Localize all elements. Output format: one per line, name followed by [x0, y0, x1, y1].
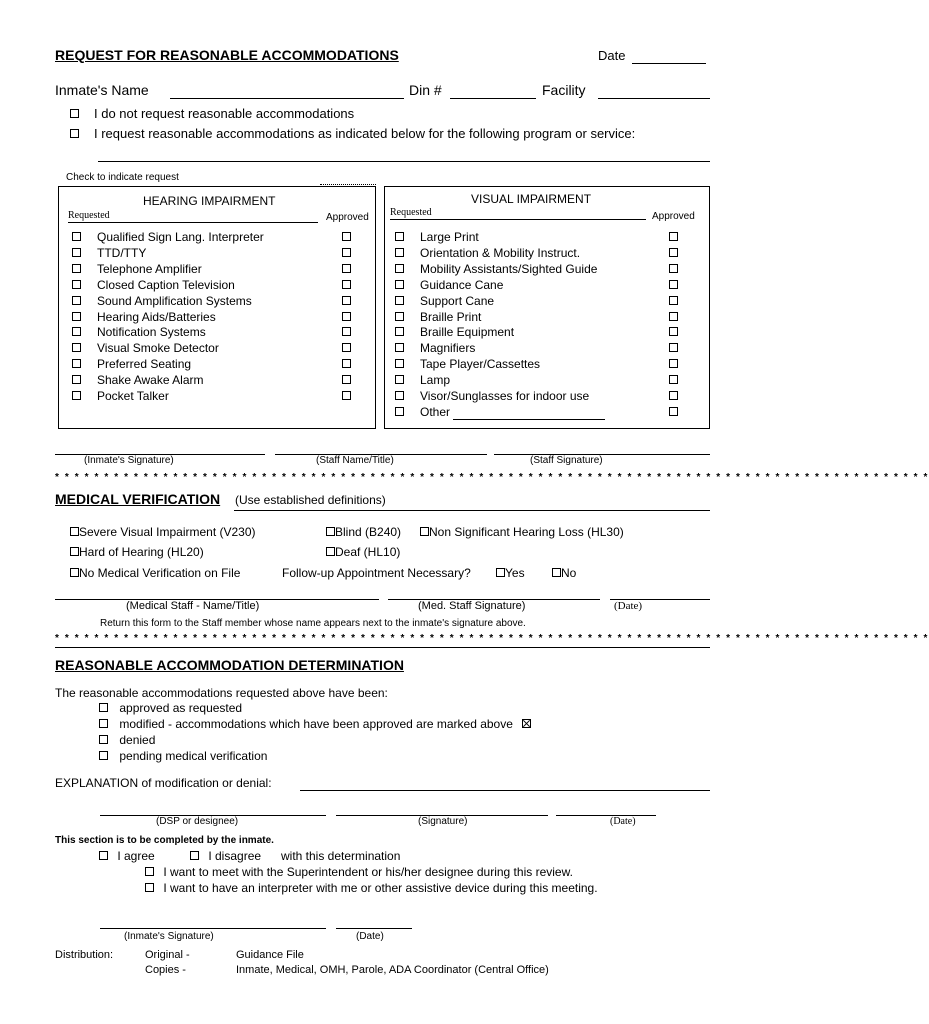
hearing-item-label: Qualified Sign Lang. Interpreter [97, 230, 264, 244]
blind-label: Blind (B240) [335, 525, 402, 539]
visual-item-label: Braille Equipment [420, 325, 515, 340]
program-field[interactable] [98, 161, 710, 162]
x-box-icon [522, 719, 531, 728]
followup-yes-checkbox[interactable] [496, 568, 505, 577]
hearing-requested-checkbox[interactable] [72, 312, 81, 321]
determination-title: REASONABLE ACCOMMODATION DETERMINATION [55, 657, 404, 673]
visual-approved-checkbox[interactable] [669, 232, 678, 241]
visual-requested-checkbox[interactable] [395, 280, 404, 289]
hearing-requested-checkbox[interactable] [72, 280, 81, 289]
hearing-approved-checkbox[interactable] [342, 359, 351, 368]
visual-approved-checkbox[interactable] [669, 407, 678, 416]
visual-requested-checkbox[interactable] [395, 343, 404, 352]
visual-requested-checkbox[interactable] [395, 296, 404, 305]
hearing-item-label: Preferred Seating [97, 357, 192, 372]
visual-approved-checkbox[interactable] [669, 312, 678, 321]
visual-requested-checkbox[interactable] [395, 327, 404, 336]
visual-item-label: Magnifiers [420, 341, 476, 356]
visual-title: VISUAL IMPAIRMENT [471, 192, 592, 206]
inmate-date-caption-2: (Date) [356, 931, 384, 942]
med-staff-sig-caption: (Med. Staff Signature) [418, 600, 526, 612]
original-value: Guidance File [236, 949, 304, 961]
disagree-checkbox[interactable] [190, 851, 199, 860]
visual-approved-checkbox[interactable] [669, 391, 678, 400]
non-sig-hearing-label: Non Significant Hearing Loss (HL30) [429, 525, 624, 539]
explanation-field[interactable] [300, 790, 710, 791]
hearing-requested-checkbox[interactable] [72, 375, 81, 384]
hearing-approved-checkbox[interactable] [342, 327, 351, 336]
deaf-label: Deaf (HL10) [335, 545, 401, 559]
hearing-approved-checkbox[interactable] [342, 232, 351, 241]
inmate-name-label: Inmate's Name [55, 82, 149, 98]
visual-item-label: Lamp [420, 373, 451, 388]
hearing-approved-checkbox[interactable] [342, 391, 351, 400]
hearing-approved-checkbox[interactable] [342, 248, 351, 257]
hearing-approved-checkbox[interactable] [342, 280, 351, 289]
no-request-checkbox[interactable] [70, 109, 79, 118]
facility-field[interactable] [598, 98, 710, 99]
visual-item-label: Other [420, 404, 451, 419]
facility-label: Facility [542, 82, 586, 98]
deaf-checkbox[interactable] [326, 547, 335, 556]
hearing-item-label: TTD/TTY [97, 245, 147, 260]
hearing-approved-label: Approved [326, 212, 369, 223]
dsp-caption: (DSP or designee) [156, 816, 239, 827]
followup-label: Follow-up Appointment Necessary? [282, 566, 471, 580]
visual-approved-label: Approved [652, 211, 695, 222]
med-staff-name-caption: (Medical Staff - Name/Title) [126, 600, 260, 612]
visual-header-line [390, 219, 646, 220]
visual-requested-checkbox[interactable] [395, 232, 404, 241]
followup-no-label: No [561, 566, 577, 580]
din-field[interactable] [450, 98, 536, 99]
hearing-item-label: Pocket Talker [97, 389, 169, 403]
request-label: I request reasonable accommodations as indicated below for the following program or service: [94, 126, 636, 141]
hearing-approved-checkbox[interactable] [342, 343, 351, 352]
hearing-item-label: Hearing Aids/Batteries [97, 309, 216, 324]
pending-label: pending medical verification [119, 749, 268, 763]
visual-approved-checkbox[interactable] [669, 248, 678, 257]
no-request-label: I do not request reasonable accommodations [94, 106, 355, 121]
copies-label: Copies - [145, 964, 186, 976]
hearing-approved-checkbox[interactable] [342, 312, 351, 321]
determination-intro: The reasonable accommodations requested above have been: [55, 686, 388, 700]
determination-top-rule [55, 647, 710, 648]
hearing-requested-checkbox[interactable] [72, 343, 81, 352]
visual-requested-checkbox[interactable] [395, 375, 404, 384]
inmate-signature-caption: (Inmate's Signature) [84, 455, 174, 466]
severe-visual-checkbox[interactable] [70, 527, 79, 536]
interpreter-label: I want to have an interpreter with me or other assistive device during this meeting. [163, 881, 598, 895]
return-note: Return this form to the Staff member whose name appears next to the inmate's signature above. [100, 618, 526, 629]
no-verification-label: No Medical Verification on File [79, 566, 241, 580]
medical-title: MEDICAL VERIFICATION [55, 491, 221, 507]
modified-label: modified - accommodations which have been approved are marked above [119, 717, 513, 731]
visual-requested-checkbox[interactable] [395, 312, 404, 321]
visual-item-label: Braille Print [420, 309, 482, 324]
modified-checkbox[interactable] [99, 719, 108, 728]
meet-label: I want to meet with the Superintendent or his/her designee during this review. [163, 865, 573, 879]
blind-checkbox[interactable] [326, 527, 335, 536]
visual-approved-checkbox[interactable] [669, 375, 678, 384]
visual-item-label: Mobility Assistants/Sighted Guide [420, 261, 598, 276]
separator-stars: * * * * * * * * * * * * * * * * * * * * * * * * * * * * * * * * * * * * * * * * * * * * * * * * * * * * * * * * * * * * * * * * * * * * * * * * * * * * * * * * * * * * * * * * * [55, 472, 929, 483]
non-sig-hearing-checkbox[interactable] [420, 527, 429, 536]
hearing-requested-checkbox[interactable] [72, 264, 81, 273]
inmate-sig-line-2[interactable] [100, 928, 326, 929]
followup-no-checkbox[interactable] [552, 568, 561, 577]
dsp-date-line[interactable] [556, 815, 656, 816]
visual-item-label: Orientation & Mobility Instruct. [420, 245, 581, 260]
pending-checkbox[interactable] [99, 751, 108, 760]
agree-checkbox[interactable] [99, 851, 108, 860]
med-date-caption: (Date) [614, 600, 643, 612]
visual-requested-checkbox[interactable] [395, 359, 404, 368]
form-title: REQUEST FOR REASONABLE ACCOMMODATIONS [55, 47, 399, 63]
inmate-section-note: This section is to be completed by the inmate. [55, 835, 274, 846]
hearing-requested-label: Requested [68, 210, 110, 221]
request-checkbox[interactable] [70, 129, 79, 138]
copies-value: Inmate, Medical, OMH, Parole, ADA Coordinator (Central Office) [236, 964, 549, 976]
no-verification-checkbox[interactable] [70, 568, 79, 577]
visual-item-label: Visor/Sunglasses for indoor use [420, 389, 590, 403]
hearing-item-label: Closed Caption Television [97, 277, 235, 292]
denied-checkbox[interactable] [99, 735, 108, 744]
approved-checkbox[interactable] [99, 703, 108, 712]
hard-hearing-checkbox[interactable] [70, 547, 79, 556]
dsp-date-caption: (Date) [610, 816, 636, 827]
hearing-requested-checkbox[interactable] [72, 391, 81, 400]
medical-rule [234, 510, 710, 511]
visual-approved-checkbox[interactable] [669, 264, 678, 273]
hearing-approved-checkbox[interactable] [342, 264, 351, 273]
visual-approved-checkbox[interactable] [669, 296, 678, 305]
approved-label: approved as requested [119, 701, 243, 715]
hearing-item-label: Shake Awake Alarm [97, 373, 204, 388]
hearing-header-line [68, 222, 318, 223]
hard-hearing-label: Hard of Hearing (HL20) [79, 545, 204, 559]
din-label: Din # [409, 82, 442, 98]
visual-item-label: Large Print [420, 230, 479, 244]
check-note: Check to indicate request [66, 172, 179, 183]
inmate-date-line-2[interactable] [336, 928, 412, 929]
visual-requested-label: Requested [390, 207, 432, 218]
hearing-title: HEARING IMPAIRMENT [143, 194, 276, 208]
visual-approved-checkbox[interactable] [669, 359, 678, 368]
visual-item-label: Tape Player/Cassettes [420, 357, 541, 372]
visual-requested-checkbox[interactable] [395, 248, 404, 257]
hearing-requested-checkbox[interactable] [72, 248, 81, 257]
hearing-item-label: Visual Smoke Detector [97, 341, 219, 356]
hearing-box-top-dots [320, 184, 376, 185]
visual-requested-checkbox[interactable] [395, 407, 404, 416]
explanation-label: EXPLANATION of modification or denial: [55, 776, 272, 790]
hearing-requested-checkbox[interactable] [72, 232, 81, 241]
inmate-sig-caption-2: (Inmate's Signature) [124, 931, 214, 942]
separator-stars-2: * * * * * * * * * * * * * * * * * * * * * * * * * * * * * * * * * * * * * * * * * * * * * * * * * * * * * * * * * * * * * * * * * * * * * * * * * * * * * * * * * * * * * * * * * [55, 633, 929, 644]
hearing-approved-checkbox[interactable] [342, 296, 351, 305]
agree-label: I agree [117, 849, 155, 863]
visual-item-label: Support Cane [420, 293, 495, 308]
disagree-label: I disagree [208, 849, 262, 863]
denied-label: denied [119, 733, 156, 747]
dsp-signature-caption: (Signature) [418, 816, 468, 827]
hearing-item-label: Telephone Amplifier [97, 261, 202, 276]
visual-requested-checkbox[interactable] [395, 264, 404, 273]
hearing-requested-checkbox[interactable] [72, 327, 81, 336]
visual-approved-checkbox[interactable] [669, 280, 678, 289]
original-label: Original - [145, 949, 190, 961]
followup-yes-label: Yes [505, 566, 525, 580]
other-field[interactable] [453, 419, 605, 420]
staff-signature-caption: (Staff Signature) [530, 455, 603, 466]
inmate-name-field[interactable] [170, 98, 404, 99]
determination-agree-text: with this determination [281, 849, 401, 863]
visual-approved-checkbox[interactable] [669, 343, 678, 352]
interpreter-checkbox[interactable] [145, 883, 154, 892]
meet-checkbox[interactable] [145, 867, 154, 876]
hearing-item-label: Sound Amplification Systems [97, 293, 252, 308]
hearing-requested-checkbox[interactable] [72, 296, 81, 305]
visual-item-label: Guidance Cane [420, 277, 504, 292]
date-field[interactable] [632, 63, 706, 64]
staff-name-caption: (Staff Name/Title) [316, 455, 394, 466]
visual-approved-checkbox[interactable] [669, 327, 678, 336]
date-label: Date [598, 48, 626, 63]
visual-requested-checkbox[interactable] [395, 391, 404, 400]
hearing-requested-checkbox[interactable] [72, 359, 81, 368]
distribution-label: Distribution: [55, 949, 114, 961]
medical-subtitle: (Use established definitions) [235, 493, 386, 507]
hearing-item-label: Notification Systems [97, 325, 206, 340]
severe-visual-label: Severe Visual Impairment (V230) [79, 525, 256, 539]
hearing-approved-checkbox[interactable] [342, 375, 351, 384]
